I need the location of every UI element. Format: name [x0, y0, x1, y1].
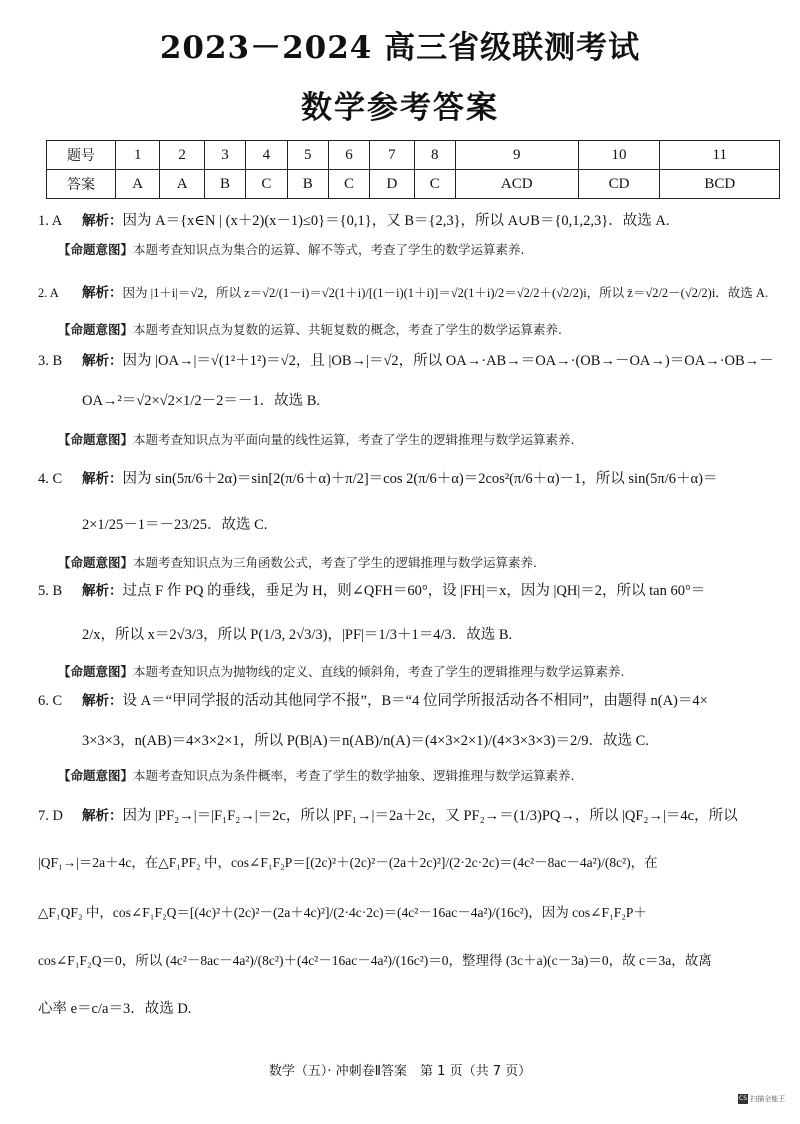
solution-2: [38, 282, 784, 304]
answer-cell: C: [414, 170, 455, 199]
scanner-logo-icon: CS: [739, 1095, 747, 1102]
solution-7-cont-4: [38, 998, 784, 1020]
answer-table-number-row: [47, 141, 780, 170]
answer-cell: C: [246, 170, 287, 199]
solution-line: 因为 |OA→|＝√(1²＋1²)＝√2，且 |OB→|＝√2，所以 OA→·AB→＝OA→·(OB→－OA→)＝OA→·OB→－: [122, 353, 774, 369]
answer-cell: B: [204, 170, 245, 199]
intent-tag: 【命题意图】: [58, 555, 134, 570]
answer-cell: D: [370, 170, 414, 199]
intent-text: 本题考查知识点为集合的运算、解不等式，考查了学生的数学运算素养.: [133, 242, 525, 257]
solution-1: [38, 210, 784, 232]
solution-label: 解析：: [82, 213, 123, 229]
answer-table-answer-row: [47, 170, 780, 199]
solution-line: 设 A＝“甲同学报的活动其他同学不报”，B＝“4 位同学所报活动各不相同”，由题得 n(A)＝4×: [122, 693, 708, 709]
question-number: 3. B: [38, 353, 63, 369]
intent-note-3: [58, 430, 575, 448]
solution-7-cont-1: [38, 852, 784, 874]
intent-text: 本题考查知识点为条件概率，考查了学生的数学抽象、逻辑推理与数学运算素养.: [133, 768, 575, 783]
question-number: 1. A: [38, 213, 63, 229]
solution-7-cont-3: [38, 950, 784, 972]
question-number-cell: 9: [455, 141, 578, 170]
question-number-cell: 2: [160, 141, 204, 170]
solution-label: 解析：: [82, 693, 123, 709]
solution-line: 因为 |1＋i|＝√2，所以 z＝√2/(1－i)＝√2(1＋i)/[(1－i)(1＋i)]＝√2(1＋i)/2＝√2/2＋(√2/2)i，所以 z̄＝√2/2－(√2/2)i．故选 A.: [122, 286, 769, 300]
intent-tag: 【命题意图】: [58, 242, 134, 257]
solution-label: 解析：: [82, 471, 123, 487]
solution-label: 解析：: [82, 583, 123, 599]
question-number-cell: 6: [328, 141, 369, 170]
document-title: 2023－2024 高三省级联测考试: [159, 30, 641, 66]
solution-line: 因为 |PF₂→|＝|F₁F₂→|＝2c，所以 |PF₁→|＝2a＋2c，又 PF₂→＝(1/3)PQ→，所以 |QF₂→|＝4c，所以: [122, 808, 738, 824]
intent-tag: 【命题意图】: [58, 664, 134, 679]
solution-3: [38, 350, 784, 372]
intent-text: 本题考查知识点为抛物线的定义、直线的倾斜角，考查了学生的逻辑推理与数学运算素养.: [133, 664, 625, 679]
watermark-text: 扫描全能王: [750, 1095, 786, 1103]
intent-note-4: [58, 553, 537, 571]
solution-3-cont: [38, 390, 784, 412]
solution-5: [38, 580, 784, 602]
answer-cell: A: [116, 170, 160, 199]
answer-cell: B: [287, 170, 328, 199]
answer-cell: ACD: [455, 170, 578, 199]
answer-cell: A: [160, 170, 204, 199]
solution-line: 因为 A＝{x∈N | (x＋2)(x－1)≤0}＝{0,1}，又 B＝{2,3}，所以 A∪B＝{0,1,2,3}．故选 A.: [122, 213, 670, 229]
solution-7-cont-2: [38, 902, 784, 924]
solution-line: cos∠F₁F₂Q＝0，所以 (4c²－8ac－4a²)/(8c²)＋(4c²－16ac－4a²)/(16c²)＝0，整理得 (3c＋a)(c－3a)＝0，故 c＝3a，故离: [38, 953, 712, 968]
answer-cell: BCD: [660, 170, 780, 199]
solution-line: 3×3×3，n(AB)＝4×3×2×1，所以 P(B|A)＝n(AB)/n(A)＝(4×3×2×1)/(4×3×3×3)＝2/9．故选 C.: [82, 733, 649, 749]
solution-4: [38, 468, 784, 490]
solution-line: 2/x，所以 x＝2√3/3，所以 P(1/3, 2√3/3)，|PF|＝1/3＋1＝4/3．故选 B.: [82, 627, 513, 643]
solution-line: △F₁QF₂ 中，cos∠F₁F₂Q＝[(4c)²＋(2c)²－(2a＋4c)²]/(2·4c·2c)＝(4c²－16ac－4a²)/(16c²)，因为 cos∠F₁F₂P＋: [38, 905, 647, 920]
intent-tag: 【命题意图】: [58, 322, 134, 337]
intent-note-2: [58, 320, 562, 338]
question-number-cell: 1: [116, 141, 160, 170]
solution-4-cont: [38, 514, 784, 536]
solution-5-cont: [38, 624, 784, 646]
intent-tag: 【命题意图】: [58, 432, 134, 447]
intent-text: 本题考查知识点为三角函数公式，考查了学生的逻辑推理与数学运算素养.: [133, 555, 537, 570]
question-number: 7. D: [38, 808, 63, 824]
intent-text: 本题考查知识点为平面向量的线性运算，考查了学生的逻辑推理与数学运算素养.: [133, 432, 575, 447]
solution-label: 解析：: [82, 285, 123, 301]
question-number-cell: 7: [370, 141, 414, 170]
answer-cell: C: [328, 170, 369, 199]
question-number-cell: 3: [204, 141, 245, 170]
answer-table-row-label: 答案: [47, 170, 116, 199]
intent-note-6: [58, 766, 575, 784]
answer-table: [46, 140, 780, 199]
solution-6: [38, 690, 784, 712]
intent-note-1: [58, 240, 525, 258]
answer-cell: CD: [578, 170, 660, 199]
solution-line: OA→²＝√2×√2×1/2－2＝－1．故选 B.: [82, 393, 321, 409]
solution-7: [38, 805, 784, 827]
question-number: 5. B: [38, 583, 63, 599]
question-number-cell: 5: [287, 141, 328, 170]
document-subtitle: 数学参考答案: [301, 90, 499, 126]
question-number: 4. C: [38, 471, 63, 487]
question-number-cell: 4: [246, 141, 287, 170]
question-number: 6. C: [38, 693, 63, 709]
answer-table-row-label: 题号: [47, 141, 116, 170]
page-footer: 数学（五）· 冲刺卷Ⅱ答案 第 1 页（共 7 页）: [268, 1064, 532, 1079]
solution-label: 解析：: [82, 353, 123, 369]
question-number-cell: 11: [660, 141, 780, 170]
solution-line: 因为 sin(5π/6＋2α)＝sin[2(π/6＋α)＋π/2]＝cos 2(π/6＋α)＝2cos²(π/6＋α)－1，所以 sin(5π/6＋α)＝: [122, 471, 718, 487]
solution-line: 心率 e＝c/a＝3．故选 D.: [38, 1001, 192, 1017]
solution-line: 2×1/25－1＝－23/25．故选 C.: [82, 517, 268, 533]
intent-note-5: [58, 662, 625, 680]
solution-label: 解析：: [82, 808, 123, 824]
question-number-cell: 8: [414, 141, 455, 170]
intent-tag: 【命题意图】: [58, 768, 134, 783]
question-number: 2. A: [38, 286, 59, 300]
solution-line: 过点 F 作 PQ 的垂线，垂足为 H，则∠QFH＝60°，设 |FH|＝x，因为 |QH|＝2，所以 tan 60°＝: [122, 583, 706, 599]
solution-line: |QF₁→|＝2a＋4c，在△F₁PF₂ 中，cos∠F₁F₂P＝[(2c)²＋(2c)²－(2a＋2c)²]/(2·2c·2c)＝(4c²－8ac－4a²)/(8c²)，在: [38, 855, 658, 870]
solution-6-cont: [38, 730, 784, 752]
scanner-watermark: [738, 1094, 785, 1104]
question-number-cell: 10: [578, 141, 660, 170]
intent-text: 本题考查知识点为复数的运算、共轭复数的概念，考查了学生的数学运算素养.: [133, 322, 562, 337]
